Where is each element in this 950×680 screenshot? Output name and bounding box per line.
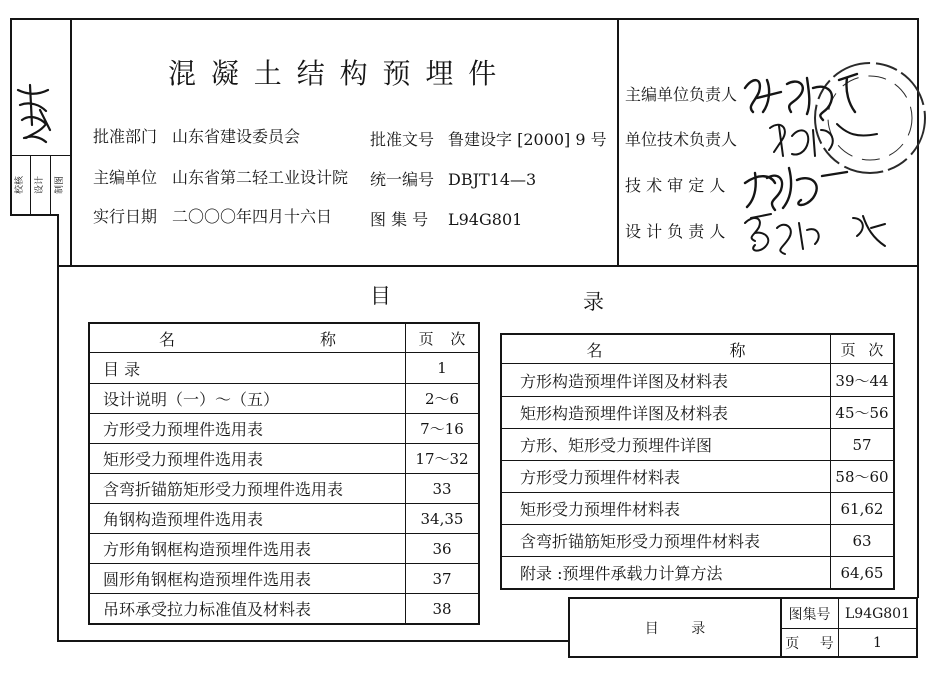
table-row [502, 396, 893, 428]
table-row [90, 383, 478, 413]
row-name: 矩形受力预埋件选用表 [103, 450, 264, 469]
unified-no-value: DBJT14—3 [448, 170, 537, 189]
unified-no-label: 统一编号 [370, 170, 435, 189]
strip-signature [10, 80, 60, 152]
row-name: 方形、矩形受力预埋件详图 [520, 436, 713, 455]
row-page: 63 [830, 525, 893, 556]
approval-dept-label: 批准部门 [93, 127, 158, 146]
row-page: 38 [405, 594, 478, 623]
row-name: 含弯折锚筋矩形受力预埋件材料表 [520, 532, 761, 551]
seal-stamp-inner [828, 76, 912, 160]
table-row [502, 460, 893, 492]
table-row [90, 443, 478, 473]
table-row [502, 524, 893, 556]
toc-table-left [88, 322, 480, 625]
strip-label-check: 校核 [15, 176, 25, 195]
table-row [502, 428, 893, 460]
table-row [90, 563, 478, 593]
row-page: 1 [405, 353, 478, 383]
title-block-atlas-value: L94G801 [844, 605, 911, 622]
table-row [90, 503, 478, 533]
toc-table-right [500, 333, 895, 590]
effective-date-label: 实行日期 [93, 207, 158, 226]
signature-chief-unit-head [745, 74, 857, 120]
strip-line-col1 [30, 155, 31, 215]
strip-line-mid [10, 155, 70, 156]
row-page: 45～56 [830, 397, 893, 428]
seal-stamp [815, 63, 925, 173]
signatures-and-stamp [617, 18, 937, 264]
row-page: 58～60 [830, 461, 893, 492]
table-row [90, 353, 478, 383]
strip-label-drawing: 制图 [55, 176, 65, 195]
table-header-row [502, 335, 893, 364]
row-name: 圆形角钢框构造预埋件选用表 [103, 570, 312, 589]
header-left-divider [70, 18, 72, 266]
row-page: 57 [830, 429, 893, 460]
toc-heading-char-1: 目 [370, 284, 391, 308]
atlas-no-value: L94G801 [448, 210, 523, 229]
row-page: 17～32 [405, 444, 478, 473]
row-page: 61,62 [830, 493, 893, 524]
row-name: 角钢构造预埋件选用表 [103, 510, 264, 529]
row-name: 目 录 [103, 359, 141, 379]
title-block-atlas-label: 图集号 [788, 606, 831, 623]
table-row [502, 364, 893, 396]
row-page: 37 [405, 564, 478, 593]
header-name: 名 称 [158, 329, 337, 349]
unit-tech-head-label: 单位技术负责人 [625, 130, 738, 149]
row-name: 附录 :预埋件承载力计算方法 [520, 564, 723, 583]
table-row [90, 533, 478, 563]
header-page: 页 次 [830, 335, 893, 363]
title-block-page-value: 1 [873, 634, 882, 651]
table-header-row [90, 324, 478, 353]
toc-heading-char-2: 录 [583, 290, 604, 314]
row-name: 吊环承受拉力标准值及材料表 [103, 600, 312, 619]
table-row [502, 556, 893, 588]
row-name: 方形受力预埋件选用表 [103, 420, 264, 439]
header-bottom-divider [57, 265, 919, 267]
row-page: 64,65 [830, 557, 893, 588]
table-row [90, 413, 478, 443]
row-page: 2～6 [405, 384, 478, 413]
signature-unit-tech-head [770, 124, 877, 156]
row-name: 矩形受力预埋件材料表 [520, 500, 681, 519]
design-head-label: 设 计 负 责 人 [625, 222, 726, 241]
row-name: 设计说明（一）～（五） [103, 390, 280, 409]
row-name: 方形受力预埋件材料表 [520, 468, 681, 487]
strip-line-col2 [50, 155, 51, 215]
table-row [90, 593, 478, 623]
frame-line-bottom [57, 640, 569, 642]
chief-unit-head-label: 主编单位负责人 [625, 85, 738, 104]
title-block [568, 597, 918, 658]
signature-tech-reviewer [745, 168, 847, 210]
atlas-no-label: 图 集 号 [370, 210, 429, 229]
strip-label-design: 设计 [35, 176, 45, 195]
signature-design-head [745, 214, 885, 254]
title-block-page-label: 页 号 [785, 635, 834, 652]
row-page: 36 [405, 534, 478, 563]
chief-unit-label: 主编单位 [93, 168, 158, 187]
row-page: 7～16 [405, 414, 478, 443]
row-name: 方形构造预埋件详图及材料表 [520, 371, 729, 391]
table-row [90, 473, 478, 503]
row-name: 方形角钢框构造预埋件选用表 [103, 540, 312, 559]
tech-reviewer-label: 技 术 审 定 人 [625, 176, 726, 195]
header-page: 页 次 [405, 324, 478, 352]
row-page: 33 [405, 474, 478, 503]
approval-doc-value: 鲁建设字 [2000] 9 号 [448, 130, 607, 149]
row-name: 含弯折锚筋矩形受力预埋件选用表 [103, 480, 344, 499]
row-page: 34,35 [405, 504, 478, 533]
approval-doc-label: 批准文号 [370, 130, 435, 149]
title-block-name: 目 录 [644, 620, 706, 637]
effective-date-value: 二〇〇〇年四月十六日 [172, 207, 333, 226]
approval-dept-value: 山东省建设委员会 [172, 127, 301, 146]
header-name: 名 称 [586, 340, 746, 360]
row-name: 矩形构造预埋件详图及材料表 [520, 404, 729, 423]
chief-unit-value: 山东省第二轻工业设计院 [172, 168, 349, 187]
table-row [502, 492, 893, 524]
row-page: 39～44 [830, 364, 893, 396]
document-title: 混 凝 土 结 构 预 埋 件 [168, 57, 500, 90]
frame-line-left [57, 214, 59, 642]
